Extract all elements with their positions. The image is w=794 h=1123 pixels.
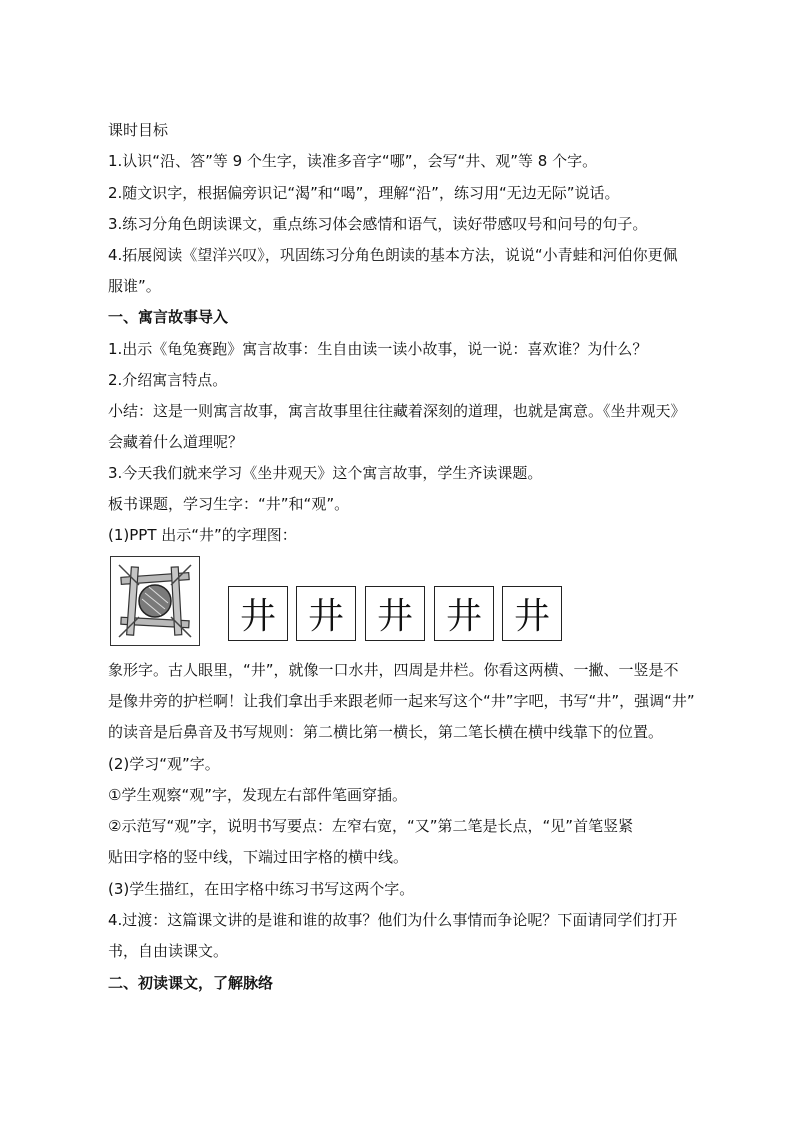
paragraph: 是像井旁的护栏啊！让我们拿出手来跟老师一起来写这个“井”字吧，书写“井”，强调“井” bbox=[108, 692, 695, 710]
char-box-small-seal: 井 bbox=[365, 586, 425, 641]
paragraph: 4.过渡：这篇课文讲的是谁和谁的故事？他们为什么事情而争论呢？下面请同学们打开 bbox=[108, 911, 678, 929]
char-box-seal: 井 bbox=[228, 586, 288, 641]
goal-item: 4.拓展阅读《望洋兴叹》，巩固练习分角色朗读的基本方法，说说“小青蛙和河伯你更佩 bbox=[108, 246, 678, 264]
goal-item-continued: 服谁”。 bbox=[108, 277, 161, 295]
paragraph: 1.出示《龟兔赛跑》寓言故事：生自由读一读小故事，说一说：喜欢谁？为什么？ bbox=[108, 340, 648, 358]
goal-item: 3.练习分角色朗读课文，重点练习体会感情和语气，读好带感叹号和问号的句子。 bbox=[108, 215, 648, 233]
paragraph: (1)PPT 出示“井”的字理图： bbox=[108, 526, 297, 544]
paragraph: 象形字。古人眼里，“井”，就像一口水井，四周是井栏。你看这两横、一撇、一竖是不 bbox=[108, 661, 679, 679]
char-box-bronze: 井 bbox=[296, 586, 356, 641]
well-pictogram-image bbox=[110, 556, 200, 646]
paragraph: 贴田字格的竖中线，下端过田字格的横中线。 bbox=[108, 848, 409, 866]
section-title: 二、初读课文，了解脉络 bbox=[108, 974, 274, 992]
lesson-goals-heading: 课时目标 bbox=[108, 121, 169, 139]
paragraph: 会藏着什么道理呢？ bbox=[108, 433, 244, 451]
paragraph: ①学生观察“观”字，发现左右部件笔画穿插。 bbox=[108, 786, 407, 804]
paragraph: ②示范写“观”字，说明书写要点：左窄右宽，“又”第二笔是长点，“见”首笔竖紧 bbox=[108, 817, 634, 835]
paragraph: 2.介绍寓言特点。 bbox=[108, 371, 228, 389]
char-box-clerical: 井 bbox=[434, 586, 494, 641]
paragraph: 的读音是后鼻音及书写规则：第二横比第一横长，第二笔长横在横中线靠下的位置。 bbox=[108, 723, 664, 741]
paragraph: 板书课题，学习生字：“井”和“观”。 bbox=[108, 495, 350, 513]
goal-item: 1.认识“沿、答”等 9 个生字，读准多音字“哪”，会写“井、观”等 8 个字。 bbox=[108, 152, 598, 170]
char-box-regular: 井 bbox=[502, 586, 562, 641]
paragraph: (2)学习“观”字。 bbox=[108, 755, 220, 773]
section-title: 一、寓言故事导入 bbox=[108, 308, 229, 326]
paragraph: 小结：这是一则寓言故事，寓言故事里往往藏着深刻的道理，也就是寓意。《坐井观天》 bbox=[108, 402, 686, 420]
paragraph: 书，自由读课文。 bbox=[108, 942, 229, 960]
paragraph: (3)学生描红，在田字格中练习书写这两个字。 bbox=[108, 880, 415, 898]
goal-item: 2.随文识字，根据偏旁识记“渴”和“喝”，理解“沿”，练习用“无边无际”说话。 bbox=[108, 184, 620, 202]
paragraph: 3.今天我们就来学习《坐井观天》这个寓言故事，学生齐读课题。 bbox=[108, 464, 543, 482]
character-evolution-figure bbox=[110, 556, 562, 646]
